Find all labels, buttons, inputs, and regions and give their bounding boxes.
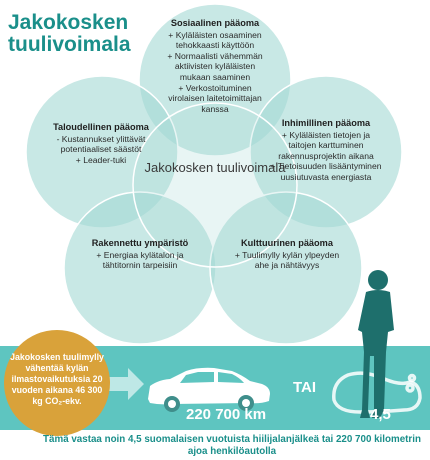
economic-heading: Taloudellinen pääoma — [53, 122, 149, 132]
economic-item: - Kustannukset ylittävät potentiaaliset säästöt — [56, 133, 146, 155]
economic-capital-text — [40, 122, 162, 165]
built-item: + Energiaa kylätalon ja tähtitornin tarpeisiin — [96, 249, 184, 271]
center-label: Jakokosken tuulivoimala — [144, 160, 286, 175]
or-label: TAI — [293, 379, 317, 396]
footprint-value: 4,5 — [370, 406, 391, 423]
built-heading: Rakennettu ympäristö — [91, 238, 189, 248]
social-item: + Verkostoituminen virolaisen laitetoimittajan kanssa — [168, 82, 262, 114]
footnote: Tämä vastaa noin 4,5 suomalaisen vuotuista hiilijalanjälkeä tai 220 700 kilometrin ajoa henkilöautolla — [43, 434, 421, 457]
human-item: + Kyläläisten tietojen ja taitojen karttuminen rakennusprojektin aikana — [278, 129, 374, 161]
social-item: + Kyläläisten osaaminen tehokkaasti käyttöön — [168, 29, 262, 51]
human-capital-text — [270, 118, 382, 183]
social-capital-text — [160, 18, 270, 114]
social-item: + Normaalisti vähemmän aktiivisten kyläläisten mukaan saaminen — [167, 50, 263, 82]
cultural-heading: Kulttuurinen pääoma — [241, 238, 333, 248]
car-distance-value: 220 700 km — [186, 406, 267, 423]
arrow-right-icon — [108, 368, 144, 400]
social-heading: Sosiaalinen pääoma — [170, 18, 260, 28]
human-item: + Tietoisuuden lisääntyminen uusiutuvasta energiasta — [270, 161, 382, 182]
human-heading: Inhimillinen pääoma — [281, 118, 371, 128]
person-silhouette-icon — [358, 270, 394, 418]
co2-reduction-text: Jakokosken tuulimylly vähentää kylän ilmastovaikutuksia 20 vuoden aikana 46 300 kg CO₂-ekv. — [10, 352, 104, 406]
economic-item: + Leader-tuki — [75, 154, 127, 165]
page-title: Jakokosken tuulivoimala — [8, 11, 131, 56]
cultural-item: + Tuulimylly kylän ylpeyden ahe ja nähtävyys — [234, 249, 340, 271]
